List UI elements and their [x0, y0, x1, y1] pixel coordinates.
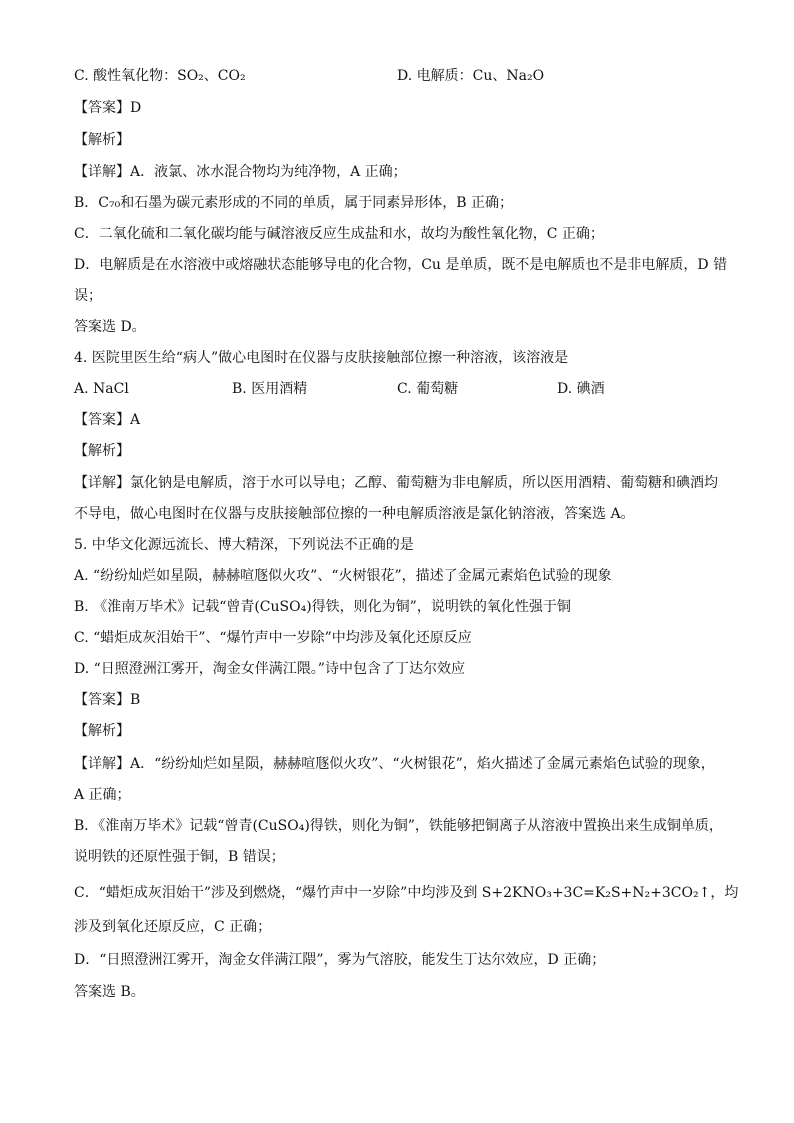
q5-option-a: A. “纷纷灿烂如星陨，赫赫喧豗似火攻”、“火树银花”，描述了金属元素焰色试验的现象	[74, 568, 612, 584]
q5-detail-a-line2: A 正确；	[74, 787, 131, 803]
q4-answer: 【答案】A	[74, 412, 141, 428]
q4-option-a: A. NaCl	[74, 381, 129, 397]
q5-detail-a-line1: 【详解】A．“纷纷灿烂如星陨，赫赫喧豗似火攻”、“火树银花”，焰火描述了金属元素焰色试验的现象，	[74, 756, 715, 772]
q4-option-d: D. 碘酒	[557, 381, 605, 397]
q3-answer: 【答案】D	[74, 100, 142, 116]
q5-option-c: C. “蜡炬成灰泪始干”、“爆竹声中一岁除”中均涉及氧化还原反应	[74, 630, 472, 646]
q4-detail-line1: 【详解】氯化钠是电解质，溶于水可以导电；乙醇、葡萄糖为非电解质，所以医用酒精、葡萄糖和碘酒均	[74, 475, 718, 491]
q3-detail-b: B．C₇₀和石墨为碳元素形成的不同的单质，属于同素异形体，B 正确；	[74, 195, 513, 211]
q3-final-answer: 答案选 D。	[74, 319, 146, 335]
q4-option-b: B. 医用酒精	[232, 381, 308, 397]
q4-analysis-heading: 【解析】	[74, 443, 130, 459]
q5-detail-d: D．“日照澄洲江雾开，淘金女伴满江隈”，雾为气溶胶，能发生丁达尔效应，D 正确；	[74, 952, 606, 968]
q4-detail-line2: 不导电，做心电图时在仪器与皮肤接触部位擦的一种电解质溶液是氯化钠溶液，答案选 A。	[74, 506, 635, 522]
q5-answer: 【答案】B	[74, 692, 141, 708]
q3-option-d: D. 电解质：Cu、Na₂O	[397, 68, 545, 84]
q3-analysis-heading: 【解析】	[74, 132, 130, 148]
q5-detail-b-line2: 说明铁的还原性强于铜，B 错误；	[74, 849, 285, 865]
q3-detail-c: C．二氧化硫和二氧化碳均能与碱溶液反应生成盐和水，故均为酸性氧化物，C 正确；	[74, 226, 604, 242]
q3-detail-d-line2: 误；	[74, 288, 102, 304]
q5-detail-c-line2: 涉及到氧化还原反应，C 正确；	[74, 919, 272, 935]
q5-detail-b-line1: B．《淮南万毕术》记载“曾青(CuSO₄)得铁，则化为铜”，铁能够把铜离子从溶液中置换出来生成铜单质，	[74, 818, 723, 834]
q5-detail-c-line1: C．“蜡炬成灰泪始干”涉及到燃烧，“爆竹声中一岁除”中均涉及到 S+2KNO₃+3C=K₂S+N₂+3CO₂↑，均	[74, 885, 739, 901]
q4-option-c: C. 葡萄糖	[397, 381, 459, 397]
q5-analysis-heading: 【解析】	[74, 723, 130, 739]
q4-stem: 4. 医院里医生给“病人”做心电图时在仪器与皮肤接触部位擦一种溶液，该溶液是	[74, 350, 569, 366]
q5-stem: 5. 中华文化源远流长、博大精深，下列说法不正确的是	[74, 537, 414, 553]
q3-detail-d-line1: D．电解质是在水溶液中或熔融状态能够导电的化合物，Cu 是单质，既不是电解质也不是非电解质，D 错	[74, 257, 728, 273]
q5-final-answer: 答案选 B。	[74, 984, 145, 1000]
q3-option-c: C. 酸性氧化物：SO₂、CO₂	[74, 68, 246, 84]
q5-option-b: B. 《淮南万毕术》记载“曾青(CuSO₄)得铁，则化为铜”，说明铁的氧化性强于铜	[74, 599, 571, 615]
q5-option-d: D. “日照澄洲江雾开，淘金女伴满江隈。”诗中包含了丁达尔效应	[74, 661, 465, 677]
q3-detail-a: 【详解】A．液氯、冰水混合物均为纯净物，A 正确；	[74, 164, 407, 180]
